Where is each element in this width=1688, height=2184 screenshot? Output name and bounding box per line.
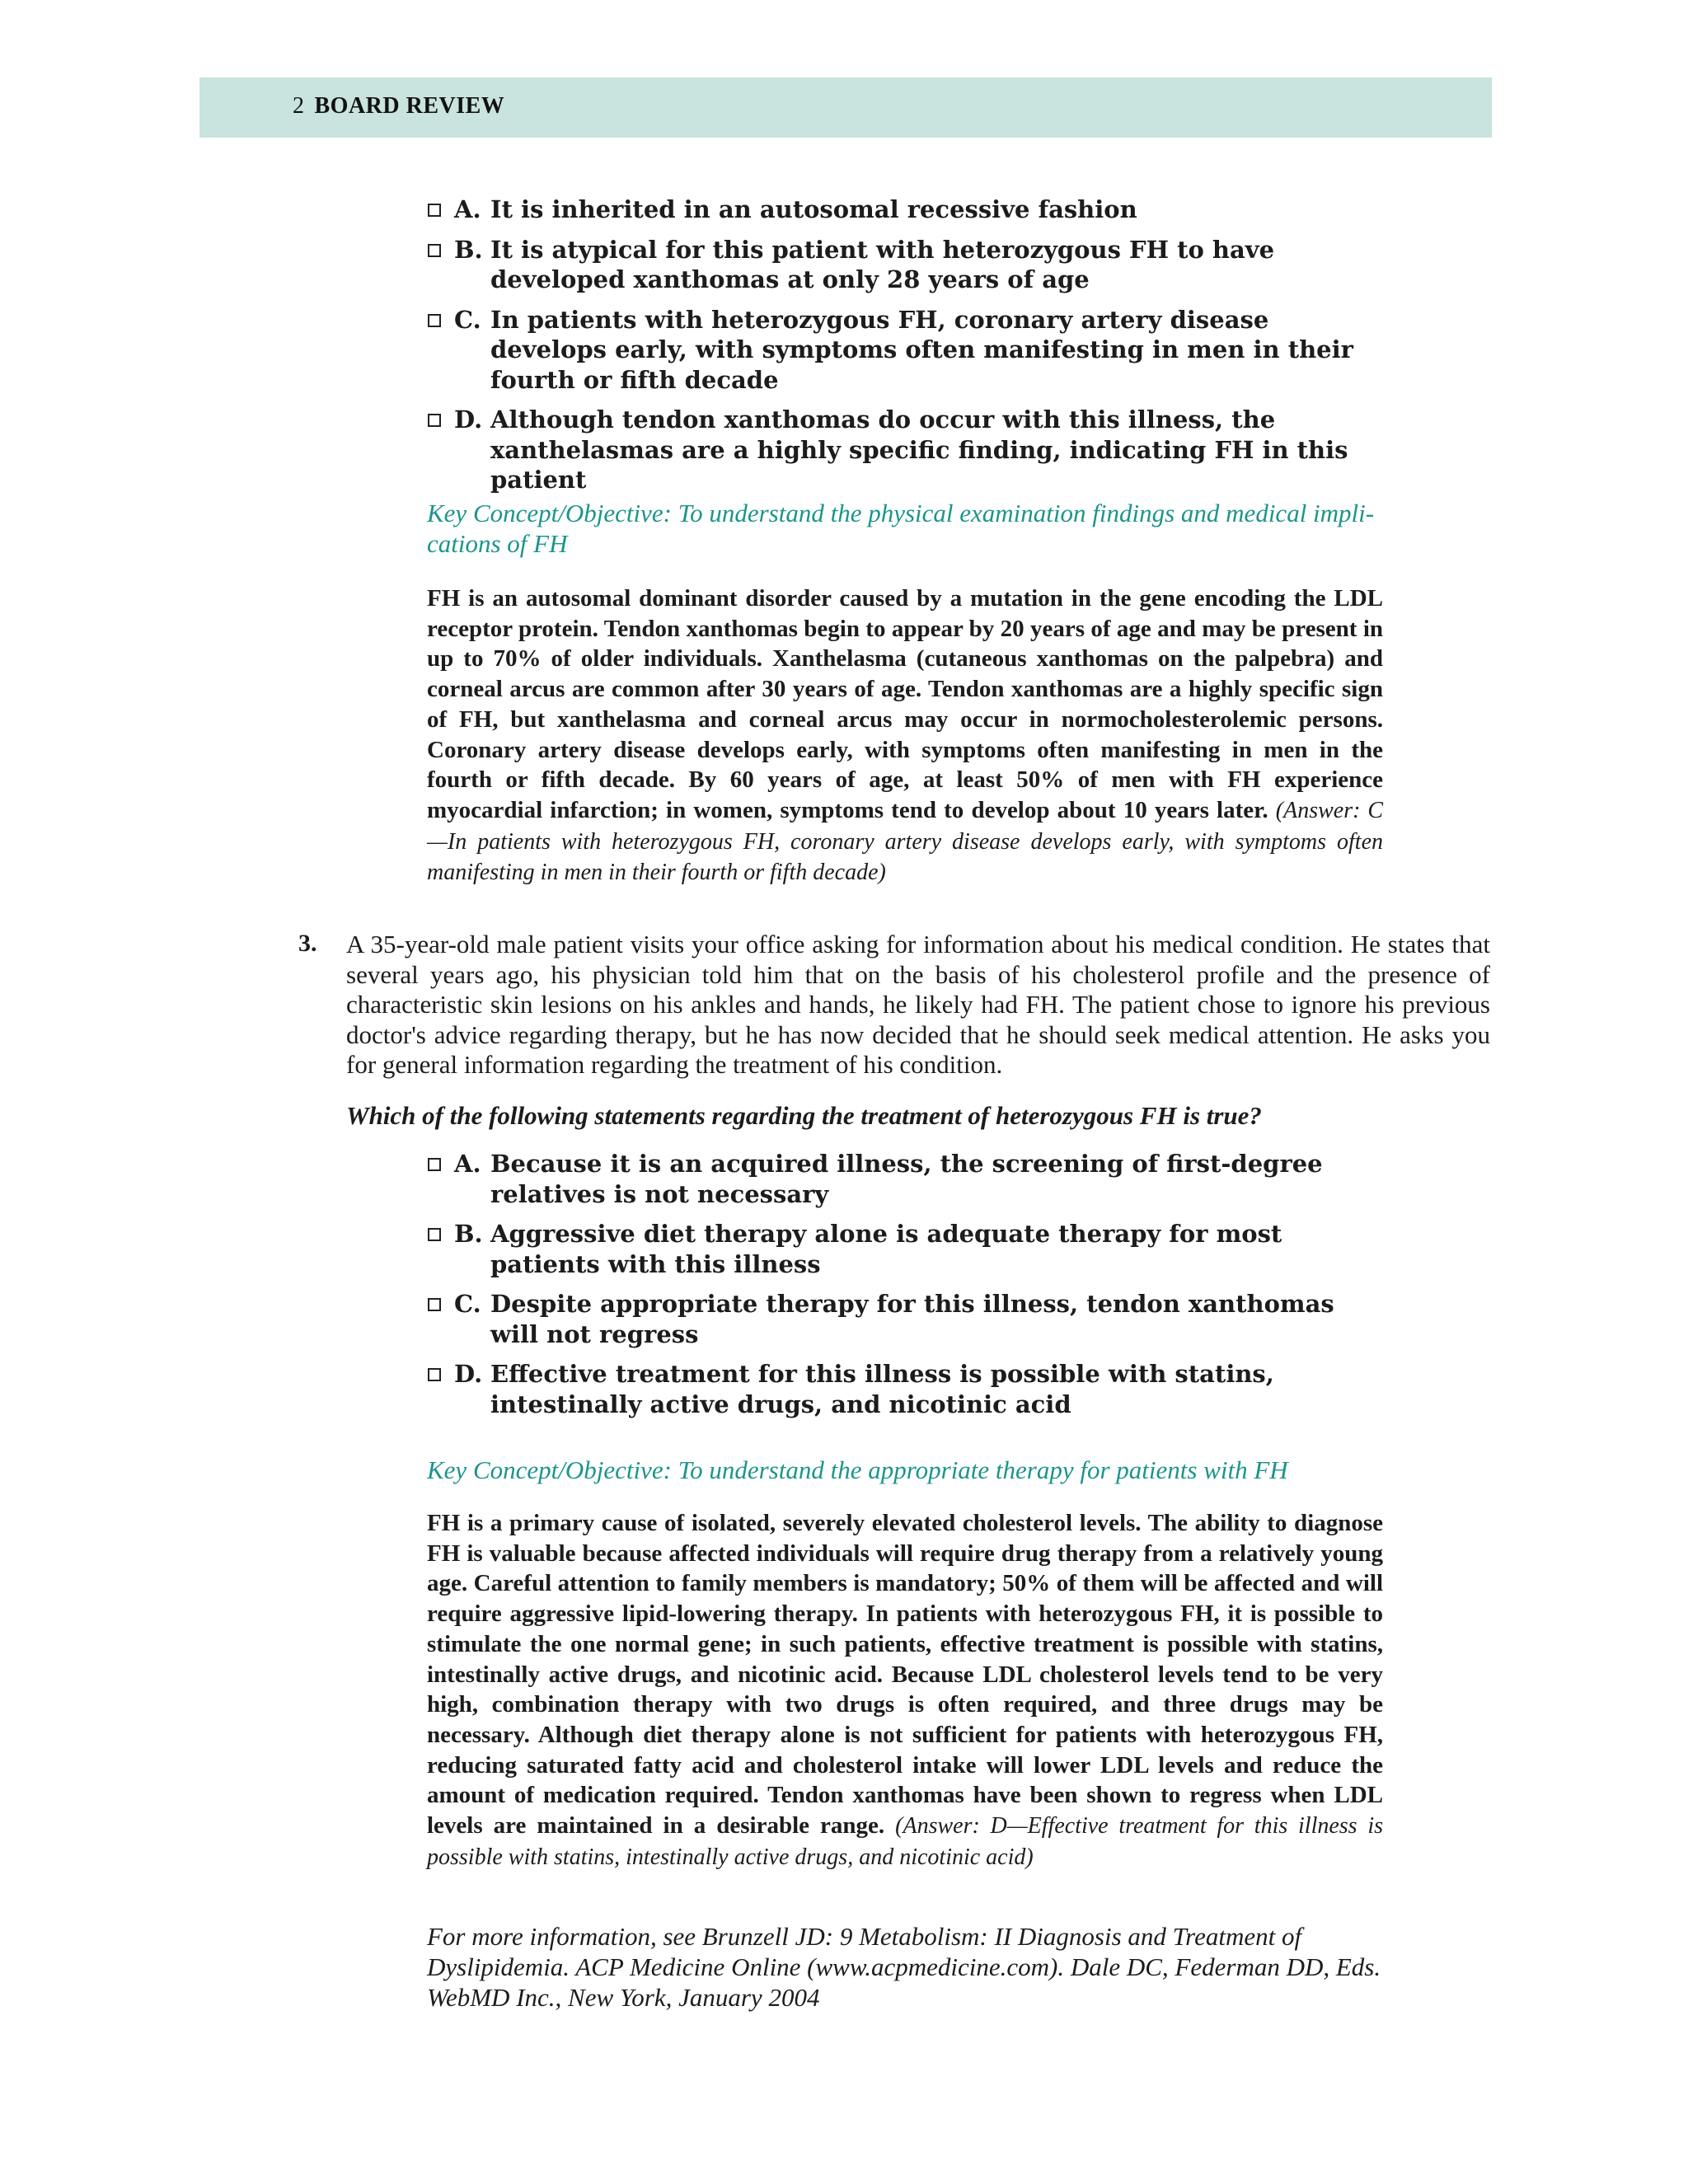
q2-option-c[interactable]: [424, 305, 1356, 396]
q3-explanation-text: FH is a primary cause of isolated, severely elevated cholesterol levels. The ability to diagnose FH is valuable because affected individuals will require drug therapy from a relatively young age. Careful attention to family members is mandatory; 50% of them will be affected and will require aggressive lipid-lowering therapy. In patients with heterozygous FH, it is possible to stimulate the one normal gene; in such patients, effective treatment is possible with statins, intestinally active drugs, and nicotinic acid. Because LDL cholesterol levels tend to be very high, combination therapy with two drugs is often required, and three drugs may be necessary. Although diet therapy alone is not sufficient for patients with heterozygous FH, reducing saturated fatty acid and cholesterol intake will lower LDL levels and reduce the amount of medication required. Tendon xanthomas have been shown to regress when LDL levels are maintained in a desirable range.: [427, 1510, 1383, 1840]
q3-answer: (Answer: D—Effective treatment for this illness is possible with statins, intestinally active drugs, and nicotinic acid): [427, 1813, 1383, 1870]
option-letter: C.: [454, 305, 481, 334]
q2-answer: (Answer: C—In patients with heterozygous FH, coronary artery disease develops early, with symptoms often manifesting in men in their fourth or fifth decade): [427, 797, 1383, 886]
question-number: 3.: [298, 930, 317, 957]
option-text: Despite appropriate therapy for this illness, tendon xanthomas will not regress: [490, 1290, 1334, 1348]
option-letter: A.: [454, 195, 481, 223]
option-text: Effective treatment for this illness is possible with statins, intestinally active drugs, and nicotinic acid: [490, 1360, 1274, 1418]
q3-explanation: [427, 1508, 1383, 1872]
q3-option-d[interactable]: [424, 1359, 1356, 1419]
reference-note: For more information, see Brunzell JD: 9 Metabolism: II Diagnosis and Treatment of Dyslipidemia. ACP Medicine Online (www.acpmedicine.com). Dale DC, Federman DD, Eds. WebMD Inc., New York, January 2004: [427, 1922, 1381, 2012]
option-letter: B.: [454, 1220, 483, 1248]
q3-option-a[interactable]: [424, 1149, 1356, 1209]
checkbox-icon[interactable]: [428, 1228, 441, 1241]
checkbox-icon[interactable]: [428, 1368, 441, 1381]
option-letter: A.: [454, 1150, 481, 1178]
option-letter: B.: [454, 235, 483, 264]
option-text: Aggressive diet therapy alone is adequate therapy for most patients with this illness: [490, 1220, 1282, 1278]
checkbox-icon[interactable]: [428, 314, 441, 327]
q2-option-a[interactable]: [424, 194, 1356, 225]
page-number: 2: [293, 93, 305, 119]
q3-key-concept: Key Concept/Objective: To understand the appropriate therapy for patients with FH: [427, 1455, 1288, 1484]
q2-option-list: [424, 194, 1356, 505]
checkbox-icon[interactable]: [428, 1158, 441, 1171]
option-text: In patients with heterozygous FH, coronary artery disease develops early, with symptoms often manifesting in men in their fourth or fifth decade: [490, 305, 1353, 394]
q2-explanation-text: FH is an autosomal dominant disorder caused by a mutation in the gene encoding the LDL receptor protein. Tendon xanthomas begin to appear by 20 years of age and may be present in up to 70% of older individuals. Xanthelasma (cutaneous xanthomas on the palpebra) and corneal arcus are common after 30 years of age. Tendon xanthomas are a highly specific sign of FH, but xanthelasma and corneal arcus may occur in normocholesterolemic persons. Coronary artery disease develops early, with symptoms often manifesting in men in the fourth or fifth decade. By 60 years of age, at least 50% of men with FH experience myocardial infarction; in women, symptoms tend to develop about 10 years later.: [427, 585, 1383, 823]
q3-option-c[interactable]: [424, 1289, 1356, 1349]
checkbox-icon[interactable]: [428, 204, 441, 217]
option-text: It is inherited in an autosomal recessive fashion: [490, 195, 1137, 223]
q2-option-b[interactable]: [424, 235, 1356, 295]
q3-option-b[interactable]: [424, 1219, 1356, 1279]
option-letter: D.: [454, 1360, 483, 1388]
option-text: It is atypical for this patient with heterozygous FH to have developed xanthomas at only 28 years of age: [490, 235, 1275, 293]
q2-explanation: [427, 583, 1383, 888]
q3-option-list: [424, 1149, 1356, 1429]
running-header: [293, 93, 504, 120]
option-text: Although tendon xanthomas do occur with this illness, the xanthelasmas are a highly specific finding, indicating FH in this patient: [490, 405, 1348, 494]
checkbox-icon[interactable]: [428, 1298, 441, 1311]
option-text: Because it is an acquired illness, the screening of first-degree relatives is not necessary: [490, 1150, 1323, 1208]
checkbox-icon[interactable]: [428, 414, 441, 427]
question-prompt: Which of the following statements regarding the treatment of heterozygous FH is true?: [346, 1101, 1262, 1130]
q2-key-concept: Key Concept/Objective: To understand the physical examination findings and medical implications of FH: [427, 499, 1375, 558]
header-title: BOARD REVIEW: [314, 93, 505, 119]
option-letter: C.: [454, 1290, 481, 1318]
question-stem: A 35-year-old male patient visits your office asking for information about his medical condition. He states that several years ago, his physician told him that on the basis of his cholesterol profile and the presence of characteristic skin lesions on his ankles and hands, he likely had FH. The patient chose to ignore his previous doctor's advice regarding therapy, but he has now decided that he should seek medical attention. He asks you for general information regarding the treatment of his condition.: [346, 930, 1490, 1079]
option-letter: D.: [454, 405, 483, 434]
q2-option-d[interactable]: [424, 405, 1356, 495]
checkbox-icon[interactable]: [428, 244, 441, 257]
